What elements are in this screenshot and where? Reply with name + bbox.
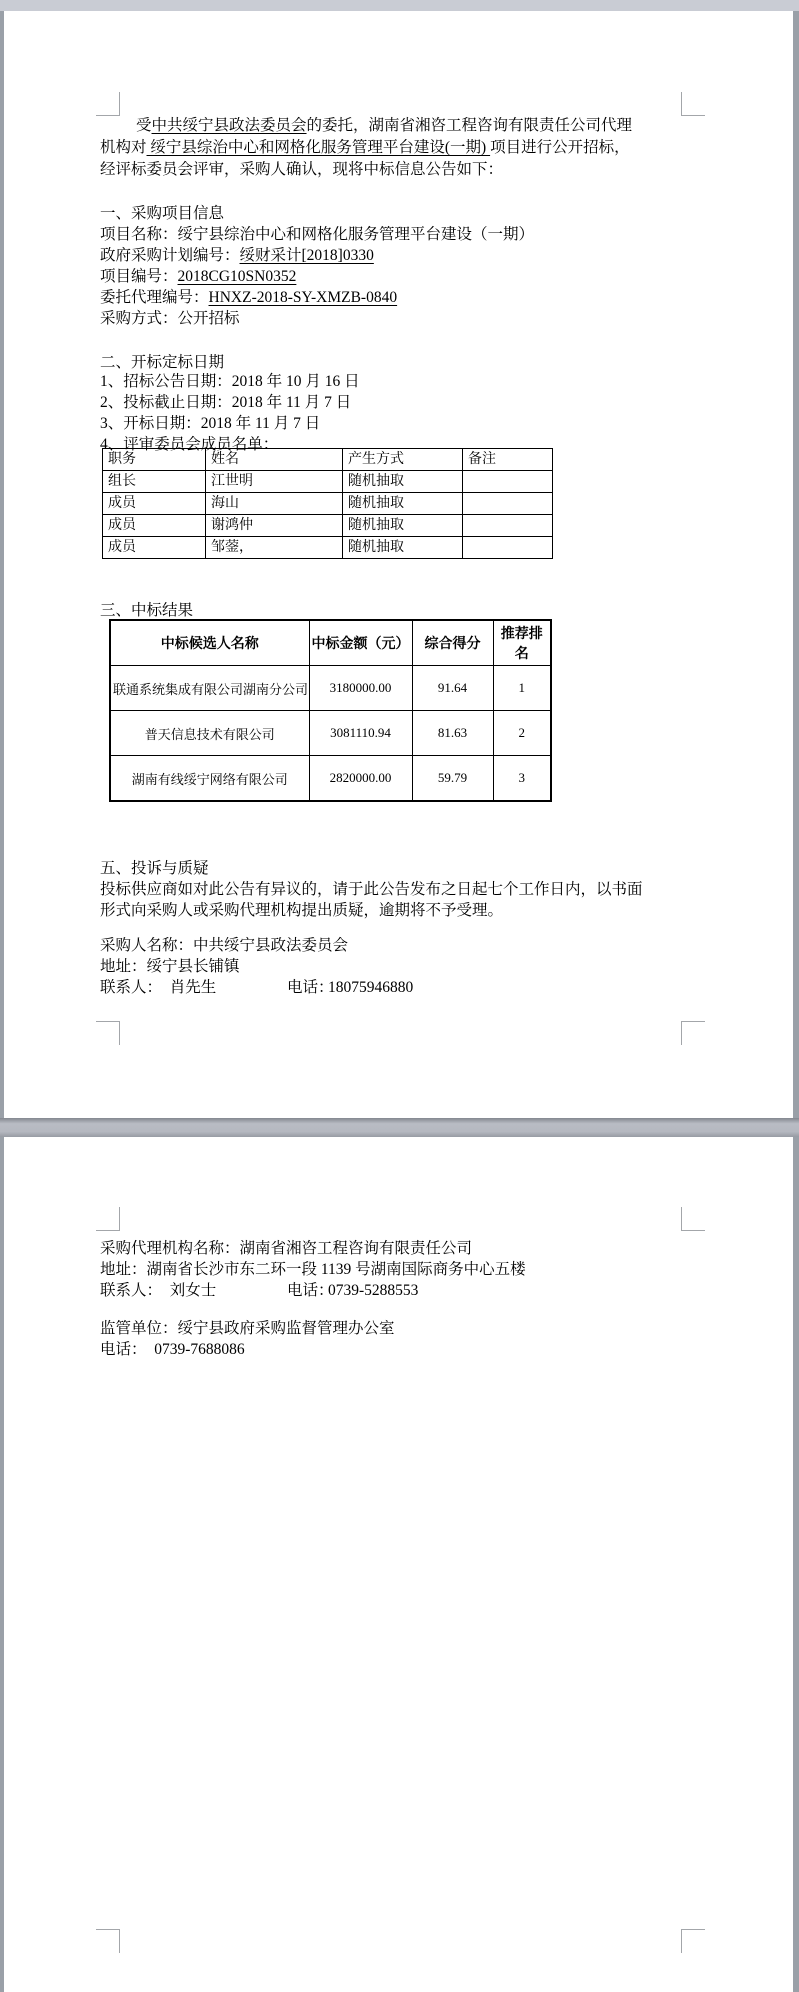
intro-line-1	[100, 115, 720, 137]
supervisor-phone-line: 电话： 0739-7688086	[100, 1341, 245, 1358]
column-header: 中标金额（元）	[309, 620, 412, 666]
agency-contact-block	[100, 1238, 526, 1301]
table-row	[103, 537, 553, 559]
field-label: 政府采购计划编号：	[100, 247, 240, 264]
committee-list-line: 4、评审委员会成员名单：	[100, 436, 279, 453]
score-cell: 91.64	[412, 666, 493, 711]
project-name-line	[100, 224, 534, 245]
section2-body	[100, 371, 360, 455]
plan-no-value: 绥财采计[2018]0330	[239, 247, 374, 264]
crop-mark-top-right-icon	[681, 92, 705, 116]
contact-person: 联系人： 肖先生	[100, 979, 217, 996]
section5-heading: 五、投诉与质疑	[100, 860, 209, 877]
method-value: 公开招标	[177, 310, 240, 327]
agency-no-line	[100, 287, 534, 308]
viewer-top-margin	[0, 0, 799, 11]
intro-line-2	[100, 137, 720, 159]
bidder-name-cell: 普天信息技术有限公司	[110, 711, 309, 756]
table-cell: 随机抽取	[343, 537, 463, 559]
complaint-text-line: 形式向采购人或采购代理机构提出质疑，逾期将不予受理。	[100, 902, 504, 919]
results-table	[109, 619, 552, 802]
rank-cell: 3	[493, 756, 551, 802]
page-1	[4, 11, 793, 1118]
section2-heading: 二、开标定标日期	[100, 354, 225, 371]
score-cell: 81.63	[412, 711, 493, 756]
project-no-line	[100, 266, 534, 287]
table-cell: 组长	[103, 471, 206, 493]
agency-contact-line	[100, 1280, 526, 1301]
table-header-row	[110, 620, 551, 666]
purchaser-contact-block	[100, 935, 414, 998]
intro-text: 项目进行公开招标，	[490, 139, 630, 156]
crop-mark-bottom-right-icon	[681, 1929, 705, 1953]
purchaser-name-underlined: 中共绥宁县政法委员会	[151, 117, 307, 134]
table-cell	[463, 471, 553, 493]
table-cell	[463, 493, 553, 515]
agency-address-line: 地址：湖南省长沙市东二环一段 1139 号湖南国际商务中心五楼	[100, 1261, 526, 1278]
intro-text: 受	[136, 117, 152, 134]
section3-heading: 三、中标结果	[100, 602, 194, 619]
contact-person: 联系人： 刘女士	[100, 1282, 217, 1299]
project-name-underlined: 绥宁县综治中心和网格化服务管理平台建设(一期)	[146, 139, 491, 156]
bidder-name-cell: 联通系统集成有限公司湖南分公司	[110, 666, 309, 711]
project-name-value: 绥宁县综治中心和网格化服务管理平台建设（一期）	[177, 226, 535, 243]
column-header: 职务	[103, 449, 206, 471]
section1-heading: 一、采购项目信息	[100, 205, 225, 222]
intro-paragraph	[100, 115, 720, 181]
field-label: 委托代理编号：	[100, 289, 209, 306]
column-header: 备注	[463, 449, 553, 471]
table-row	[110, 711, 551, 756]
column-header: 推荐排名	[493, 620, 551, 666]
table-row	[103, 471, 553, 493]
rank-cell: 2	[493, 711, 551, 756]
agency-no-value: HNXZ-2018-SY-XMZB-0840	[208, 289, 398, 306]
deadline-date-line: 2、投标截止日期：2018 年 11 月 7 日	[100, 394, 352, 411]
phone-number: 0739-5288553	[328, 1282, 419, 1299]
section5-body	[100, 879, 643, 921]
bidder-name-cell: 湖南有线绥宁网络有限公司	[110, 756, 309, 802]
crop-mark-bottom-right-icon	[681, 1021, 705, 1045]
crop-mark-top-right-icon	[681, 1207, 705, 1231]
column-header: 中标候选人名称	[110, 620, 309, 666]
field-label: 项目名称：	[100, 226, 178, 243]
supervisor-name-line: 监管单位：绥宁县政府采购监督管理办公室	[100, 1320, 395, 1337]
column-header: 综合得分	[412, 620, 493, 666]
supervisor-block	[100, 1318, 395, 1360]
agency-name-line: 采购代理机构名称：湖南省湘咨工程咨询有限责任公司	[100, 1240, 473, 1257]
column-header: 姓名	[206, 449, 343, 471]
section1-body	[100, 224, 534, 329]
table-cell	[463, 515, 553, 537]
table-cell: 谢鸿仲	[206, 515, 343, 537]
table-cell: 江世明	[206, 471, 343, 493]
crop-mark-bottom-left-icon	[96, 1929, 120, 1953]
table-cell: 成员	[103, 515, 206, 537]
committee-table	[102, 448, 553, 559]
plan-no-line	[100, 245, 534, 266]
score-cell: 59.79	[412, 756, 493, 802]
field-label: 项目编号：	[100, 268, 178, 285]
phone-label: 电话：	[287, 979, 334, 996]
table-cell: 随机抽取	[343, 471, 463, 493]
table-cell: 随机抽取	[343, 515, 463, 537]
crop-mark-top-left-icon	[96, 1207, 120, 1231]
table-cell: 随机抽取	[343, 493, 463, 515]
table-row	[103, 515, 553, 537]
page-gap	[0, 1118, 799, 1137]
project-no-value: 2018CG10SN0352	[177, 268, 297, 285]
table-cell	[463, 537, 553, 559]
rank-cell: 1	[493, 666, 551, 711]
purchaser-contact-line	[100, 977, 414, 998]
crop-mark-top-left-icon	[96, 92, 120, 116]
column-header: 产生方式	[343, 449, 463, 471]
announce-date-line: 1、招标公告日期：2018 年 10 月 16 日	[100, 373, 360, 390]
purchaser-name-line: 采购人名称：中共绥宁县政法委员会	[100, 937, 349, 954]
table-row	[103, 493, 553, 515]
complaint-text-line: 投标供应商如对此公告有异议的，请于此公告发布之日起七个工作日内，以书面	[100, 881, 643, 898]
intro-line-3: 经评标委员会评审，采购人确认，现将中标信息公告如下：	[100, 161, 504, 178]
intro-text: 的委托，湖南省湘咨工程咨询有限责任公司代理	[306, 117, 633, 134]
crop-mark-bottom-left-icon	[96, 1021, 120, 1045]
opening-date-line: 3、开标日期：2018 年 11 月 7 日	[100, 415, 321, 432]
bid-amount-cell: 2820000.00	[309, 756, 412, 802]
phone-label: 电话：	[287, 1282, 334, 1299]
bid-amount-cell: 3081110.94	[309, 711, 412, 756]
phone-number: 18075946880	[328, 979, 414, 996]
table-row	[110, 666, 551, 711]
purchaser-address-line: 地址：绥宁县长铺镇	[100, 958, 240, 975]
table-row	[110, 756, 551, 802]
bid-amount-cell: 3180000.00	[309, 666, 412, 711]
intro-text: 机构对	[100, 139, 147, 156]
table-header-row	[103, 449, 553, 471]
table-cell: 成员	[103, 537, 206, 559]
table-cell: 海山	[206, 493, 343, 515]
page-2	[4, 1137, 793, 1992]
table-cell: 邹蓥，	[206, 537, 343, 559]
field-label: 采购方式：	[100, 310, 178, 327]
table-cell: 成员	[103, 493, 206, 515]
method-line	[100, 308, 534, 329]
